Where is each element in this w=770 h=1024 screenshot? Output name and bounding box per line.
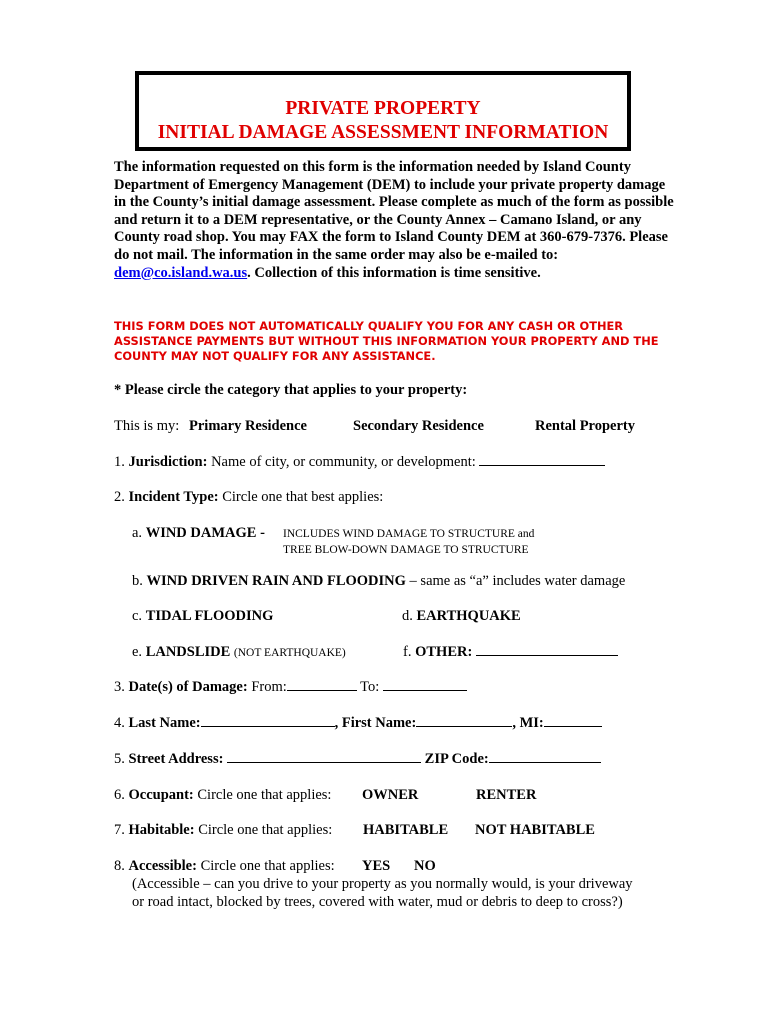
form-title-box: [135, 71, 631, 151]
incident-option-f[interactable]: [403, 643, 618, 661]
intro-text: The information requested on this form is the information needed by Island County Department of Emergency Management (DEM) to include your private property damage in the County’s initial damage assessment. Please complete as much of the form as possible and return it to a DEM representative, or the County Annex – Camano Island, or any County road shop. You may FAX the form to Island County DEM at 360-679-7376. Please do not mail. The information in the same order may also be e-mailed to:: [114, 159, 674, 263]
jurisdiction-label: Jurisdiction:: [128, 454, 208, 470]
occupant-option-renter[interactable]: RENTER: [476, 787, 537, 803]
item-habitable: [114, 821, 332, 839]
accessible-label: Accessible:: [128, 858, 197, 874]
item-number: 2.: [114, 489, 125, 505]
incident-option-d[interactable]: [402, 607, 521, 625]
habitable-option-no[interactable]: NOT HABITABLE: [475, 822, 595, 838]
accessible-option-no[interactable]: NO: [414, 858, 436, 874]
earthquake-label: EARTHQUAKE: [416, 608, 521, 624]
item-number: 7.: [114, 822, 125, 838]
dates-to-label: To:: [360, 679, 380, 695]
occupant-text: Circle one that applies:: [197, 787, 332, 803]
other-blank[interactable]: [476, 643, 618, 656]
item-address: [114, 750, 601, 768]
item-number: 1.: [114, 454, 125, 470]
accessible-note-2: or road intact, blocked by trees, covered with water, mud or debris to deep to cross?): [132, 894, 623, 910]
item-jurisdiction: [114, 453, 605, 471]
item-number: 6.: [114, 787, 125, 803]
item-accessible: [114, 857, 335, 875]
tidal-flooding-label: TIDAL FLOODING: [145, 608, 274, 624]
intro-paragraph: [114, 159, 674, 282]
category-prefix: This is my:: [114, 418, 180, 434]
item-incident-type: [114, 488, 383, 506]
dates-from-blank[interactable]: [287, 678, 357, 691]
zip-code-blank[interactable]: [489, 750, 601, 763]
occupant-label: Occupant:: [128, 787, 194, 803]
wind-rain-flooding-desc: – same as “a” includes water damage: [409, 573, 626, 589]
street-address-blank[interactable]: [227, 750, 421, 763]
option-letter: e.: [132, 644, 143, 660]
title-line-1: PRIVATE PROPERTY: [285, 98, 481, 119]
incident-type-text: Circle one that best applies:: [222, 489, 384, 505]
category-instruction: * Please circle the category that applies to your property:: [114, 382, 468, 398]
option-letter: c.: [132, 608, 143, 624]
dates-from-label: From:: [251, 679, 287, 695]
habitable-option-yes[interactable]: HABITABLE: [363, 822, 449, 838]
intro-text-end: . Collection of this information is time sensitive.: [247, 264, 541, 281]
last-name-label: Last Name:: [128, 715, 201, 731]
item-number: 5.: [114, 751, 125, 767]
first-name-blank[interactable]: [416, 714, 512, 727]
accessible-text: Circle one that applies:: [200, 858, 335, 874]
incident-type-label: Incident Type:: [128, 489, 219, 505]
incident-option-a[interactable]: [132, 524, 265, 542]
item-number: 3.: [114, 679, 125, 695]
item-number: 4.: [114, 715, 125, 731]
accessible-note-1: (Accessible – can you drive to your property as you normally would, is your driveway: [132, 876, 633, 892]
accessible-option-yes[interactable]: YES: [362, 858, 391, 874]
option-letter: b.: [132, 573, 143, 589]
item-number: 8.: [114, 858, 125, 874]
category-option-secondary[interactable]: Secondary Residence: [353, 418, 484, 434]
dates-to-blank[interactable]: [383, 678, 467, 691]
landslide-desc: (NOT EARTHQUAKE): [233, 647, 346, 659]
jurisdiction-text: Name of city, or community, or development:: [211, 454, 476, 470]
item-dates: [114, 678, 467, 696]
first-name-label: , First Name:: [334, 715, 417, 731]
occupant-option-owner[interactable]: OWNER: [362, 787, 419, 803]
habitable-text: Circle one that applies:: [198, 822, 333, 838]
title-line-2: INITIAL DAMAGE ASSESSMENT INFORMATION: [157, 122, 609, 143]
mi-blank[interactable]: [544, 714, 602, 727]
landslide-label: LANDSLIDE: [145, 644, 231, 660]
incident-option-c[interactable]: [132, 607, 273, 625]
incident-option-e[interactable]: [132, 643, 346, 662]
wind-damage-label: WIND DAMAGE -: [145, 525, 265, 541]
jurisdiction-blank[interactable]: [479, 453, 605, 466]
warning-notice: THIS FORM DOES NOT AUTOMATICALLY QUALIFY YOU FOR ANY CASH OR OTHER ASSISTANCE PAYMENTS BUT WITHOUT THIS INFORMATION YOUR PROPERTY AND THE COUNTY MAY NOT QUALIFY FOR ANY ASSISTANCE.: [114, 319, 659, 363]
habitable-label: Habitable:: [128, 822, 195, 838]
wind-rain-flooding-label: WIND DRIVEN RAIN AND FLOODING: [146, 573, 406, 589]
category-option-primary[interactable]: Primary Residence: [189, 418, 307, 434]
street-address-label: Street Address:: [128, 751, 224, 767]
option-letter: f.: [403, 644, 412, 660]
option-letter: a.: [132, 525, 143, 541]
email-link[interactable]: dem@co.island.wa.us: [114, 264, 248, 281]
incident-option-b[interactable]: [132, 572, 625, 590]
category-option-rental[interactable]: Rental Property: [535, 418, 635, 434]
last-name-blank[interactable]: [201, 714, 335, 727]
zip-code-label: ZIP Code:: [424, 751, 489, 767]
item-name: [114, 714, 602, 732]
item-occupant: [114, 786, 331, 804]
option-letter: d.: [402, 608, 413, 624]
dates-label: Date(s) of Damage:: [128, 679, 248, 695]
wind-damage-desc-1: INCLUDES WIND DAMAGE TO STRUCTURE and: [283, 528, 535, 540]
wind-damage-desc-2: TREE BLOW-DOWN DAMAGE TO STRUCTURE: [283, 544, 529, 556]
other-label: OTHER:: [415, 644, 473, 660]
mi-label: , MI:: [512, 715, 544, 731]
